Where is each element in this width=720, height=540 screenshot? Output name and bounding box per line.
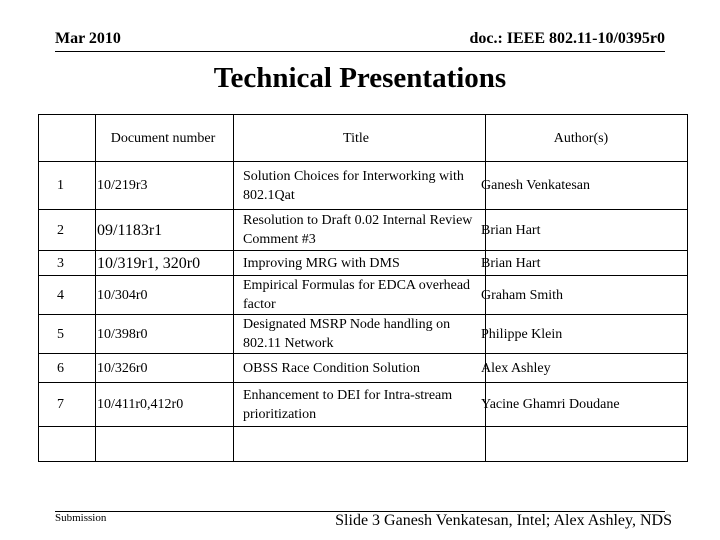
row-num: 4 [39, 276, 89, 315]
header-doc-id: doc.: IEEE 802.11-10/0395r0 [469, 30, 665, 47]
row-doc: 10/326r0 [89, 354, 237, 383]
row-title [237, 427, 475, 457]
row-title: Empirical Formulas for EDCA overhead factor [237, 276, 475, 315]
row-title: Solution Choices for Interworking with 802.1Qat [237, 162, 475, 210]
row-author: Philippe Klein [475, 315, 687, 354]
row-author: Alex Ashley [475, 354, 687, 383]
row-title: Resolution to Draft 0.02 Internal Review Comment #3 [237, 210, 475, 251]
page-title: Technical Presentations [213, 62, 507, 94]
row-title: Enhancement to DEI for Intra-stream prioritization [237, 383, 475, 427]
row-num: 2 [39, 210, 89, 251]
row-title: OBSS Race Condition Solution [237, 354, 475, 383]
row-num [39, 427, 89, 457]
column-header-num [39, 115, 89, 162]
footer-slide-info [335, 512, 672, 530]
table-row [39, 251, 687, 276]
row-num: 1 [39, 162, 89, 210]
footer-submission: Submission [55, 512, 107, 524]
row-doc: 10/398r0 [89, 315, 237, 354]
row-title: Designated MSRP Node handling on 802.11 Network [237, 315, 475, 354]
column-divider [233, 115, 234, 461]
row-doc [89, 427, 237, 457]
row-author: Brian Hart [475, 210, 687, 251]
header-divider [55, 51, 665, 52]
row-doc: 10/319r1, 320r0 [89, 251, 237, 276]
row-doc: 10/411r0,412r0 [89, 383, 237, 427]
table-row [39, 315, 687, 354]
row-num: 6 [39, 354, 89, 383]
row-num: 7 [39, 383, 89, 427]
footer-authors: Ganesh Venkatesan, Intel; Alex Ashley, NDS [384, 512, 672, 529]
table-header-row [39, 115, 687, 162]
column-header-author: Author(s) [553, 130, 609, 146]
row-title: Improving MRG with DMS [237, 251, 475, 276]
row-author: Ganesh Venkatesan [475, 162, 687, 210]
row-author [475, 427, 687, 457]
row-num: 5 [39, 315, 89, 354]
table-row [39, 354, 687, 383]
table-row [39, 210, 687, 251]
column-header-title: Title [343, 130, 369, 146]
row-author: Brian Hart [475, 251, 687, 276]
slide-number: Slide 3 [335, 512, 381, 529]
table-row [39, 427, 687, 457]
row-num: 3 [39, 251, 89, 276]
header-date: Mar 2010 [55, 30, 121, 47]
presentations-table [38, 114, 688, 462]
row-doc: 10/219r3 [89, 162, 237, 210]
column-divider [95, 115, 96, 461]
column-header-doc: Document number [110, 130, 216, 146]
row-author: Graham Smith [475, 276, 687, 315]
row-author: Yacine Ghamri Doudane [475, 383, 687, 427]
table-row [39, 162, 687, 210]
table-row [39, 276, 687, 315]
table-row [39, 383, 687, 427]
row-doc: 09/1183r1 [89, 210, 237, 251]
table [39, 115, 687, 457]
column-divider [485, 115, 486, 461]
row-doc: 10/304r0 [89, 276, 237, 315]
